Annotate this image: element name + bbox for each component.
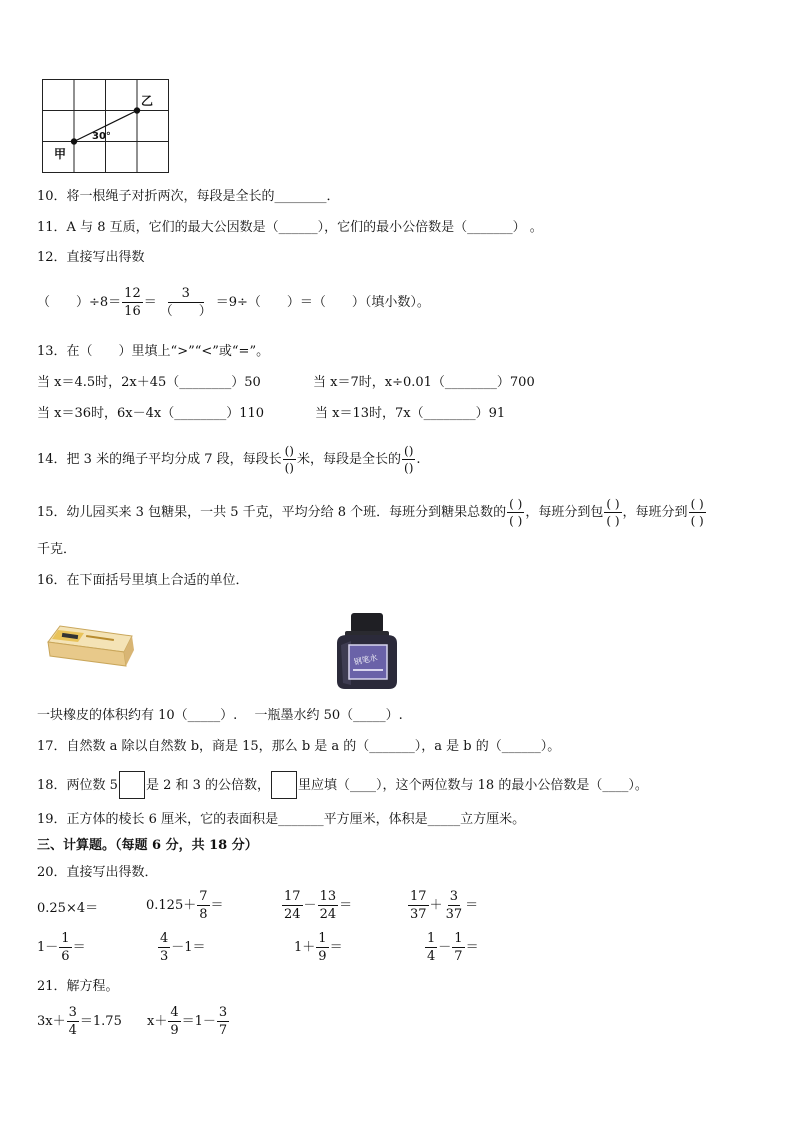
q20-a2-denominator: 8 bbox=[199, 907, 208, 922]
q20-item-a1: 0.25×4＝ bbox=[37, 901, 99, 916]
question-12-expression bbox=[37, 287, 430, 318]
q12-f1-numerator: 12 bbox=[124, 286, 141, 301]
q14-fraction-1 bbox=[283, 445, 296, 474]
q20-b2-denominator: 3 bbox=[160, 949, 169, 964]
q20-b2-numerator: 4 bbox=[160, 931, 169, 946]
q21-equation-2 bbox=[147, 1006, 230, 1037]
q14-f1-denominator: () bbox=[284, 461, 294, 475]
q20-a2-post: ＝ bbox=[210, 898, 224, 913]
q21-e2-numerator: 4 bbox=[170, 1005, 179, 1020]
q20-a4-n1: 17 bbox=[410, 889, 427, 904]
q21-e2-pre: x＋ bbox=[147, 1014, 168, 1029]
question-11: 11．A 与 8 互质，它们的最大公因数是（______），它们的最小公倍数是（_______） 。 bbox=[37, 220, 543, 235]
q20-item-b2 bbox=[157, 932, 206, 963]
q15-f3-denominator: ( ) bbox=[690, 514, 704, 528]
q12-f2-numerator: 3 bbox=[168, 287, 204, 303]
question-20-title: 20．直接写出得数． bbox=[37, 865, 158, 880]
question-13-row2a: 当 x＝36时，6x－4x（________）110 bbox=[37, 406, 265, 421]
q20-a4-d1: 37 bbox=[410, 907, 427, 922]
q15-f2-numerator: ( ) bbox=[606, 497, 620, 511]
q21-e2-denominator-2: 7 bbox=[218, 1023, 228, 1038]
q20-b2-post: －1＝ bbox=[171, 940, 206, 955]
q20-b3-denominator: 9 bbox=[318, 949, 327, 964]
q18-blank-box-1[interactable] bbox=[119, 771, 145, 799]
q20-item-b3 bbox=[294, 932, 343, 963]
q20-b3-fraction bbox=[316, 932, 328, 963]
q20-b3-post: ＝ bbox=[329, 940, 343, 955]
point-a bbox=[71, 138, 77, 144]
question-17: 17．自然数 a 除以自然数 b，商是 15，那么 b 是 a 的（_______），a 是 b 的（______）。 bbox=[37, 739, 561, 754]
q14-f1-numerator: () bbox=[284, 444, 294, 458]
q20-b4-post: ＝ bbox=[465, 940, 479, 955]
q20-b3-pre: 1＋ bbox=[294, 940, 316, 955]
q20-b4-n2: 1 bbox=[454, 931, 463, 946]
q20-a4-d2: 37 bbox=[445, 907, 463, 922]
q14-f2-denominator: () bbox=[404, 461, 414, 475]
question-18 bbox=[37, 771, 648, 799]
question-16-title: 16．在下面括号里填上合适的单位． bbox=[37, 573, 249, 588]
q20-a2-pre: 0.125＋ bbox=[146, 898, 197, 913]
q21-e2-numerator-2: 3 bbox=[218, 1005, 228, 1020]
q20-b2-fraction bbox=[158, 932, 170, 963]
q15-part2: ，每班分到包 bbox=[525, 505, 604, 520]
q20-b4-fraction-2 bbox=[452, 932, 464, 963]
q20-b4-fraction-1 bbox=[425, 932, 437, 963]
question-15 bbox=[37, 498, 707, 527]
q21-e1-post: ＝1.75 bbox=[79, 1014, 122, 1029]
eraser-image bbox=[44, 622, 136, 670]
question-13-title: 13．在（ ）里填上“>”“<”或“=”。 bbox=[37, 344, 270, 359]
q15-f3-numerator: ( ) bbox=[690, 497, 704, 511]
q20-b3-numerator: 1 bbox=[318, 931, 327, 946]
label-jia: 甲 bbox=[54, 147, 67, 161]
q14-f2-numerator: () bbox=[404, 444, 414, 458]
q20-b1-numerator: 1 bbox=[61, 931, 70, 946]
q20-a4-fraction-1 bbox=[408, 890, 429, 921]
q20-item-a2 bbox=[146, 890, 224, 921]
q15-part1: 15．幼儿园买来 3 包糖果，一共 5 千克，平均分给 8 个班．每班分到糖果总数的 bbox=[37, 505, 507, 520]
q20-b1-fraction bbox=[59, 932, 71, 963]
q20-a4-op: ＋ bbox=[429, 898, 443, 913]
q20-item-b1 bbox=[37, 932, 86, 963]
q18-part1: 18．两位数 5 bbox=[37, 777, 118, 793]
q14-fraction-2 bbox=[402, 445, 415, 474]
q20-b4-d1: 4 bbox=[427, 949, 436, 964]
q20-a2-fraction bbox=[197, 890, 209, 921]
q15-f2-denominator: ( ) bbox=[606, 514, 620, 528]
point-b bbox=[134, 107, 140, 113]
q18-blank-box-2[interactable] bbox=[271, 771, 297, 799]
q20-a4-n2: 3 bbox=[449, 889, 458, 904]
label-yi: 乙 bbox=[141, 94, 154, 108]
q20-a3-d2: 24 bbox=[319, 907, 337, 922]
q15-fraction-1 bbox=[507, 498, 524, 527]
q21-e2-mid: ＝1－ bbox=[181, 1014, 216, 1029]
q20-b4-n1: 1 bbox=[427, 931, 436, 946]
q20-item-b4 bbox=[424, 932, 479, 963]
q20-item-a3 bbox=[281, 890, 352, 921]
q12-part1: （ ）÷8＝ bbox=[37, 295, 122, 310]
q20-a2-numerator: 7 bbox=[199, 889, 208, 904]
question-16-line: 一块橡皮的体积约有 10（_____）. 一瓶墨水约 50（_____）. bbox=[37, 708, 403, 723]
q20-b1-pre: 1－ bbox=[37, 940, 59, 955]
q20-item-a4 bbox=[407, 890, 478, 921]
question-14 bbox=[37, 445, 421, 474]
q12-f1-denominator: 16 bbox=[124, 304, 141, 319]
q20-a4-post: ＝ bbox=[465, 898, 479, 913]
q12-fraction-2 bbox=[158, 287, 214, 318]
question-13-row2b: 当 x＝13时，7x（________）91 bbox=[315, 406, 506, 421]
q12-part2: ＝9÷（ ）＝（ ）（填小数）。 bbox=[215, 295, 430, 310]
q20-a4-fraction-2 bbox=[444, 890, 465, 921]
question-10: 10．将一根绳子对折两次，每段是全长的________． bbox=[37, 189, 340, 204]
q15-f1-denominator: ( ) bbox=[509, 514, 523, 528]
ink-label: 钢笔水 bbox=[353, 653, 379, 667]
q12-f2-denominator: （ ） bbox=[159, 304, 212, 319]
q20-a3-fraction-2 bbox=[318, 890, 339, 921]
question-13-row1a: 当 x＝4.5时，2x＋45（________）50 bbox=[37, 375, 261, 390]
q20-a3-d1: 24 bbox=[284, 907, 301, 922]
q20-a3-n1: 17 bbox=[284, 889, 301, 904]
section-3-heading: 三、计算题。（每题 6 分，共 18 分） bbox=[37, 838, 258, 853]
q21-e1-numerator: 3 bbox=[68, 1005, 77, 1020]
q15-fraction-3 bbox=[689, 498, 706, 527]
ink-bottle-image bbox=[331, 611, 403, 691]
angle-grid-figure bbox=[42, 79, 172, 175]
q14-part2: 米，每段是全长的 bbox=[297, 452, 402, 467]
question-15-continued: 千克． bbox=[37, 542, 77, 557]
q18-part3: 里应填（____），这个两位数与 18 的最小公倍数是（____）。 bbox=[298, 777, 648, 793]
angle-label: 30° bbox=[92, 131, 111, 142]
q21-e1-pre: 3x＋ bbox=[37, 1014, 66, 1029]
q21-equation-1 bbox=[37, 1006, 122, 1037]
q14-part3: . bbox=[416, 452, 421, 467]
q15-fraction-2 bbox=[604, 498, 621, 527]
q20-a3-op: － bbox=[303, 898, 317, 913]
question-12-title: 12．直接写出得数 bbox=[37, 250, 145, 265]
q12-equals: ＝ bbox=[143, 295, 157, 310]
q20-b1-denominator: 6 bbox=[61, 949, 70, 964]
q21-e1-fraction bbox=[67, 1006, 79, 1037]
question-13-row1b: 当 x＝7时，x÷0.01（________）700 bbox=[313, 375, 535, 390]
q20-b4-op: － bbox=[438, 940, 452, 955]
q18-part2: 是 2 和 3 的公倍数， bbox=[145, 777, 271, 793]
q21-e2-fraction-1 bbox=[168, 1006, 180, 1037]
q12-fraction-1 bbox=[122, 287, 143, 318]
q15-part3: ，每班分到 bbox=[622, 505, 688, 520]
question-21-title: 21．解方程。 bbox=[37, 979, 119, 994]
q20-a3-n2: 13 bbox=[319, 889, 337, 904]
q20-a3-post: ＝ bbox=[339, 898, 353, 913]
question-19: 19．正方体的棱长 6 厘米，它的表面积是_______平方厘米，体积是_____立方厘米。 bbox=[37, 812, 526, 827]
q20-b1-post: ＝ bbox=[72, 940, 86, 955]
q21-e2-fraction-2 bbox=[217, 1006, 229, 1037]
q21-e2-denominator: 9 bbox=[170, 1023, 179, 1038]
q20-a3-fraction-1 bbox=[282, 890, 303, 921]
q15-f1-numerator: ( ) bbox=[509, 497, 523, 511]
q20-b4-d2: 7 bbox=[454, 949, 463, 964]
q21-e1-denominator: 4 bbox=[68, 1023, 77, 1038]
q14-part1: 14．把 3 米的绳子平均分成 7 段，每段长 bbox=[37, 452, 282, 467]
